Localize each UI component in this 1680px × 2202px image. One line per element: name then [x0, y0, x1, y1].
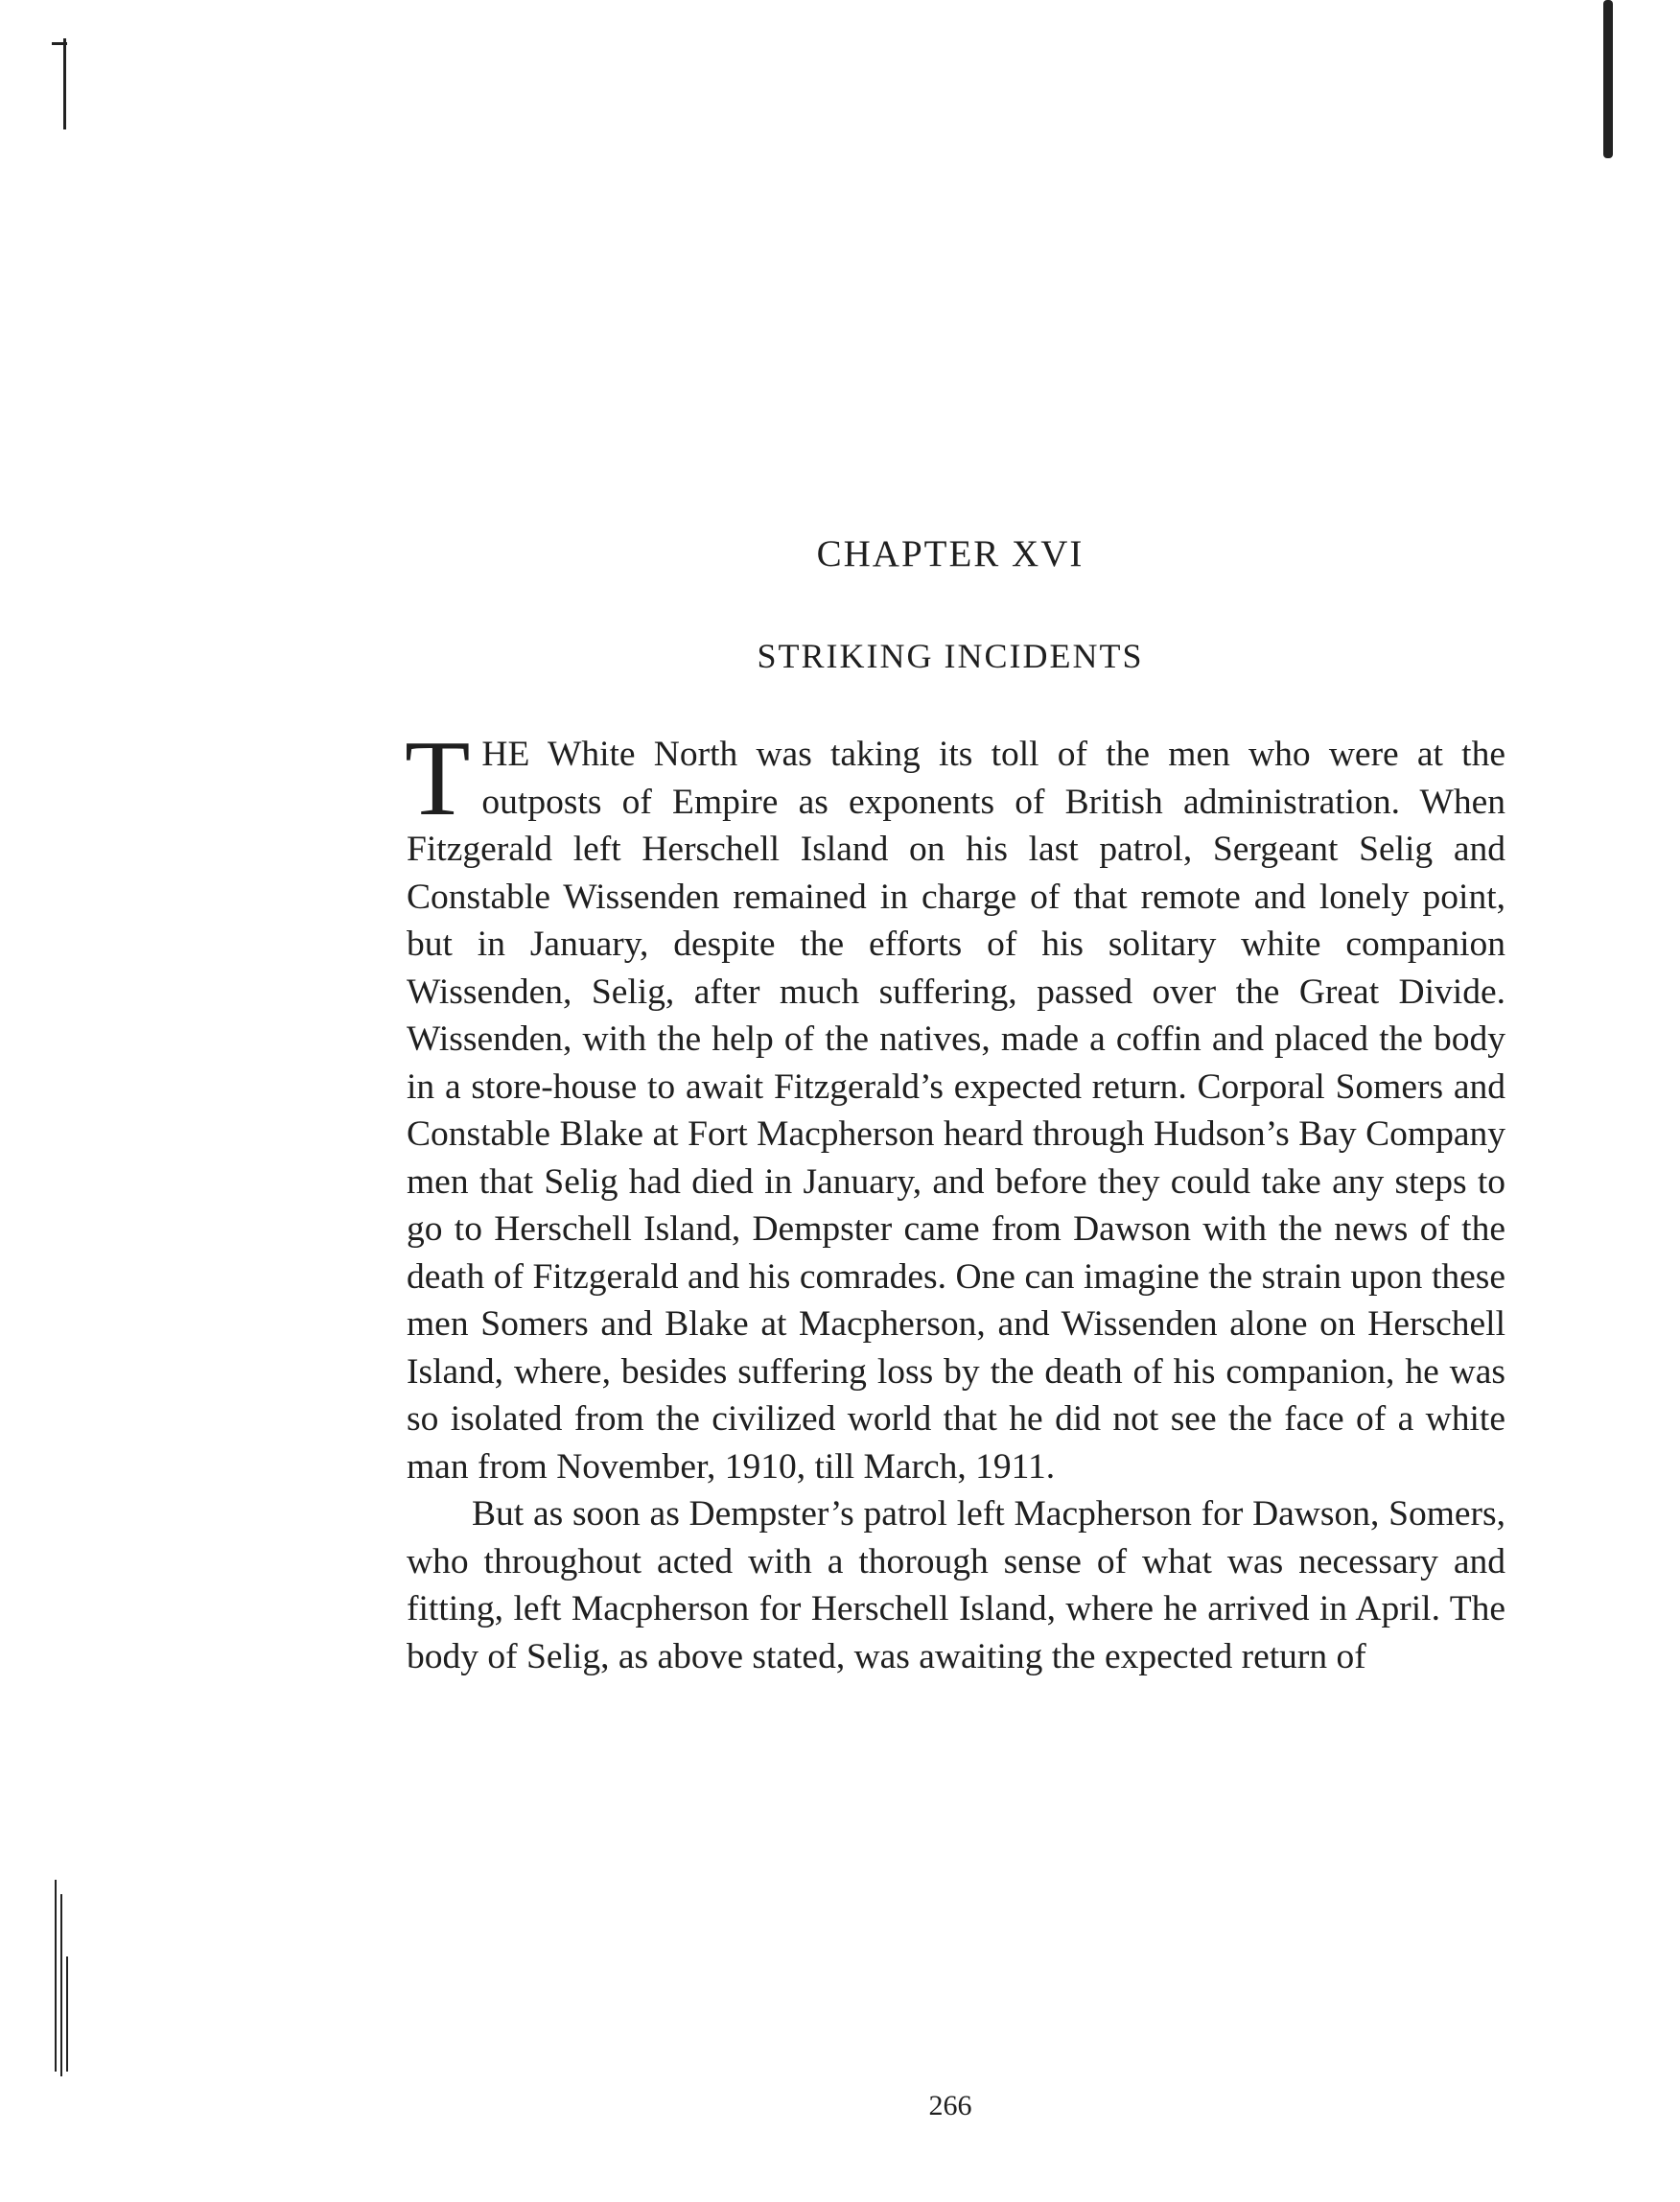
- body-text: [405, 719, 1505, 1680]
- drop-cap: T: [405, 719, 471, 838]
- scan-edge-mark-bottom-left: [55, 1880, 57, 2072]
- chapter-subtitle: STRIKING INCIDENTS: [757, 637, 1144, 675]
- paragraph-2: But as soon as Dempster’s patrol left Macpherson for Dawson, Somers, who throughout acted with a thorough sense of what was necessary and fitting, left Macpherson for Herschell Island, where he arrived in April. The body of Selig, as above stated, was awaiting the expected return of: [407, 1494, 1505, 1676]
- scan-edge-mark-top-left: [63, 38, 66, 129]
- scan-edge-mark-top-right: [1603, 0, 1613, 158]
- paragraph-1-text: HE White North was taking its toll of the men who were at the outposts of Empire as exponents of British administration. When Fitzgerald left Herschell Island on his last patrol, Sergeant Selig and Constable Wissenden remained in charge of that remote and lonely point, but in January, despite the efforts of his solitary white companion Wissenden, Selig, after much suffering, passed over the Great Divide. Wissenden, with the help of the natives, made a coffin and placed the body in a store-house to await Fitzgerald’s expected return. Corporal Somers and Constable Blake at Fort Macpherson heard through Hudson’s Bay Company men that Selig had died in January, and before they could take any steps to go to Herschell Island, Dempster came from Dawson with the news of the death of Fitzgerald and his comrades. One can imagine the strain upon these men Somers and Blake at Macpherson, and Wissenden alone on Herschell Island, where, besides suffering loss by the death of his companion, he was so isolated from the civilized world that he did not see the face of a white man from November, 1910, till March, 1911.: [407, 735, 1505, 1487]
- scan-edge-mark-top-left-cap: [52, 42, 67, 45]
- page-number: 266: [928, 2090, 972, 2121]
- scan-edge-mark-bottom-left: [66, 1956, 68, 2072]
- chapter-heading: CHAPTER XVI: [816, 533, 1085, 574]
- scan-edge-mark-bottom-left: [60, 1894, 62, 2076]
- paragraph-1: [405, 719, 1505, 1490]
